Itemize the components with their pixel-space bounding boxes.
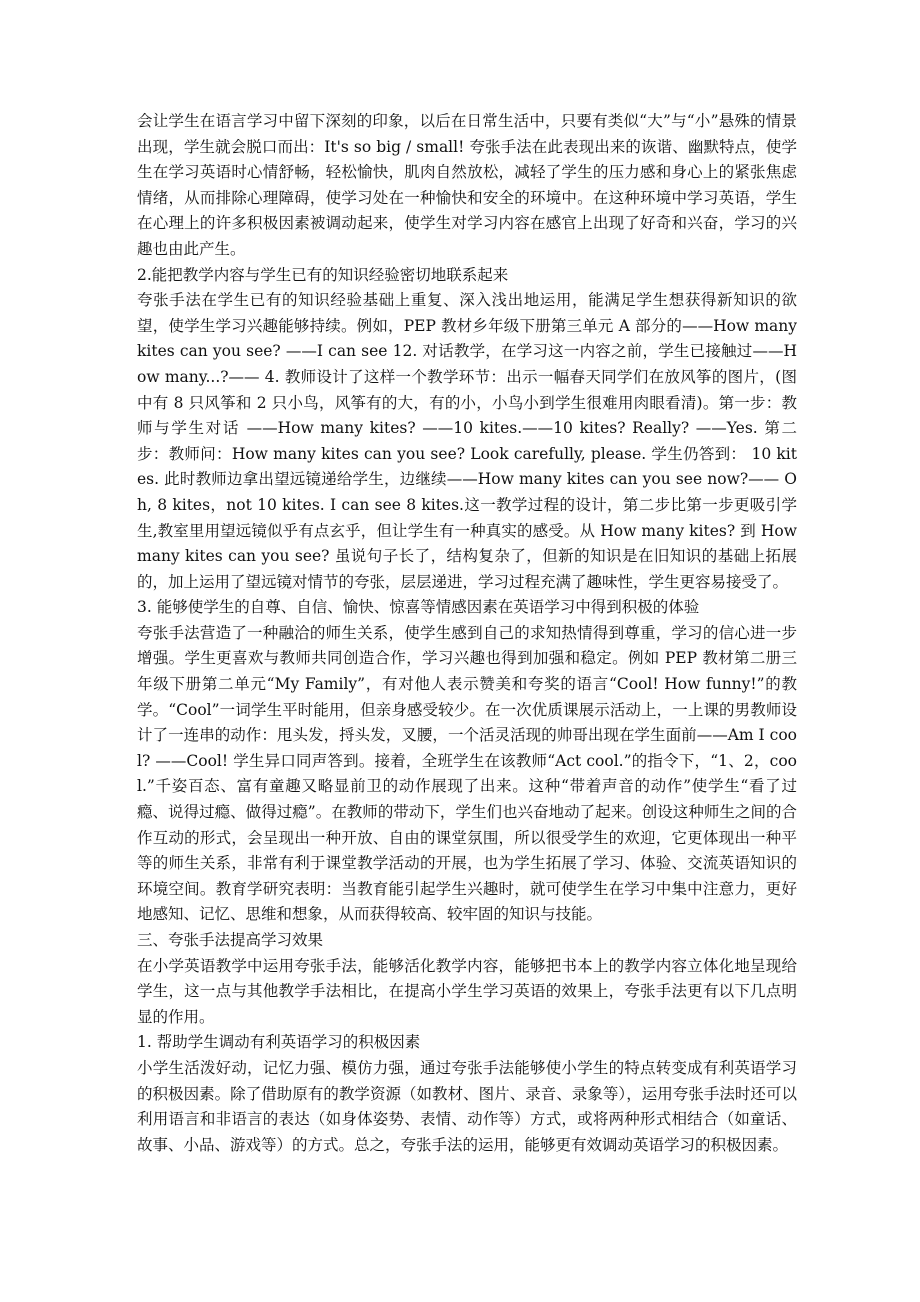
- paragraph-continuation: 会让学生在语言学习中留下深刻的印象，以后在日常生活中，只要有类似“大”与“小”悬殊的情景出现，学生就会脱口而出：It's so big / small! 夸张手法在此表现出来的诙谐、幽默特点，使学生在学习英语时心情舒畅，轻松愉快，肌肉自然放松，减轻了学生的压力感和身心上的紧张焦虑情绪，从而排除心理障碍，使学习处在一种愉快和安全的环境中。在这种环境中学习英语，学生在心理上的许多积极因素被调动起来，使学生对学习内容在感官上出现了好奇和兴奋，学习的兴趣也由此产生。: [137, 112, 797, 258]
- heading-point-2: 2.能把教学内容与学生已有的知识经验密切地联系起来: [137, 265, 509, 284]
- paragraph-section-3-point-1-body: 小学生活泼好动，记忆力强、模仿力强，通过夸张手法能够使小学生的特点转变成有利英语学习的积极因素。除了借助原有的教学资源（如教材、图片、录音、录象等），运用夸张手法时还可以利用语言和非语言的表达（如身体姿势、表情、动作等）方式，或将两种形式相结合（如童话、故事、小品、游戏等）的方式。总之，夸张手法的运用，能够更有效调动英语学习的积极因素。: [137, 1058, 797, 1154]
- document-page: [137, 109, 797, 1158]
- heading-section-3-point-1: 1. 帮助学生调动有利英语学习的积极因素: [137, 1033, 421, 1052]
- paragraph-section-3-intro: 在小学英语教学中运用夸张手法，能够活化教学内容，能够把书本上的教学内容立体化地呈现给学生，这一点与其他教学手法相比，在提高小学生学习英语的效果上，夸张手法更有以下几点明显的作用。: [137, 956, 797, 1026]
- heading-point-3: 3. 能够使学生的自尊、自信、愉快、惊喜等情感因素在英语学习中得到积极的体验: [137, 598, 700, 617]
- section-heading-3: 三、夸张手法提高学习效果: [137, 931, 324, 949]
- paragraph-point-2-body: 夸张手法在学生已有的知识经验基础上重复、深入浅出地运用，能满足学生想获得新知识的欲望，使学生学习兴趣能够持续。例如，PEP 教材乡年级下册第三单元 A 部分的——How many kites can you see? ——I can see 12. 对话教学，在学习这一内容之前，学生已接触过——How many...?—— 4. 教师设计了这样一个教学环节：出示一幅春天同学们在放风筝的图片，(图中有 8 只风筝和 2 只小鸟，风筝有的大，有的小，小鸟小到学生很难用肉眼看清)。第一步：教师与学生对话 ——How many kites? ——10 kites.——10 kites? Really? ——Yes. 第二步：教师问：How many kites can you see? Look carefully, please. 学生仍答到： 10 kites. 此时教师边拿出望远镜递给学生，边继续——How many kites can you see now?—— Oh, 8 kites，not 10 kites. I can see 8 kites.这一教学过程的设计，第二步比第一步更吸引学生,教室里用望远镜似乎有点玄乎，但让学生有一种真实的感受。从 How many kites? 到 How many kites can you see? 虽说句子长了，结构复杂了，但新的知识是在旧知识的基础上拓展的，加上运用了望远镜对情节的夸张，层层递进，学习过程充满了趣味性，学生更容易接受了。: [137, 291, 797, 591]
- paragraph-point-3-body: 夸张手法营造了一种融洽的师生关系，使学生感到自己的求知热情得到尊重，学习的信心进一步增强。学生更喜欢与教师共同创造合作，学习兴趣也得到加强和稳定。例如 PEP 教材第二册三年级下册第二单元“My Family”，有对他人表示赞美和夸奖的语言“Cool! How funny!”的教学。“Cool”一词学生平时能用，但亲身感受较少。在一次优质课展示活动上，一上课的男教师设计了一连串的动作：甩头发，捋头发，叉腰，一个活灵活现的帅哥出现在学生面前——Am I cool? ——Cool! 学生异口同声答到。接着，全班学生在该教师“Act cool.”的指令下，“1、2，cool.”千姿百态、富有童趣又略显前卫的动作展现了出来。这种“带着声音的动作”使学生“看了过瘾、说得过瘾、做得过瘾”。在教师的带动下，学生们也兴奋地动了起来。创设这种师生之间的合作互动的形式，会呈现出一种开放、自由的课堂氛围，所以很受学生的欢迎，它更体现出一种平等的师生关系，非常有利于课堂教学活动的开展，也为学生拓展了学习、体验、交流英语知识的环境空间。教育学研究表明：当教育能引起学生兴趣时，就可使学生在学习中集中注意力，更好地感知、记忆、思维和想象，从而获得较高、较牢固的知识与技能。: [137, 623, 797, 924]
